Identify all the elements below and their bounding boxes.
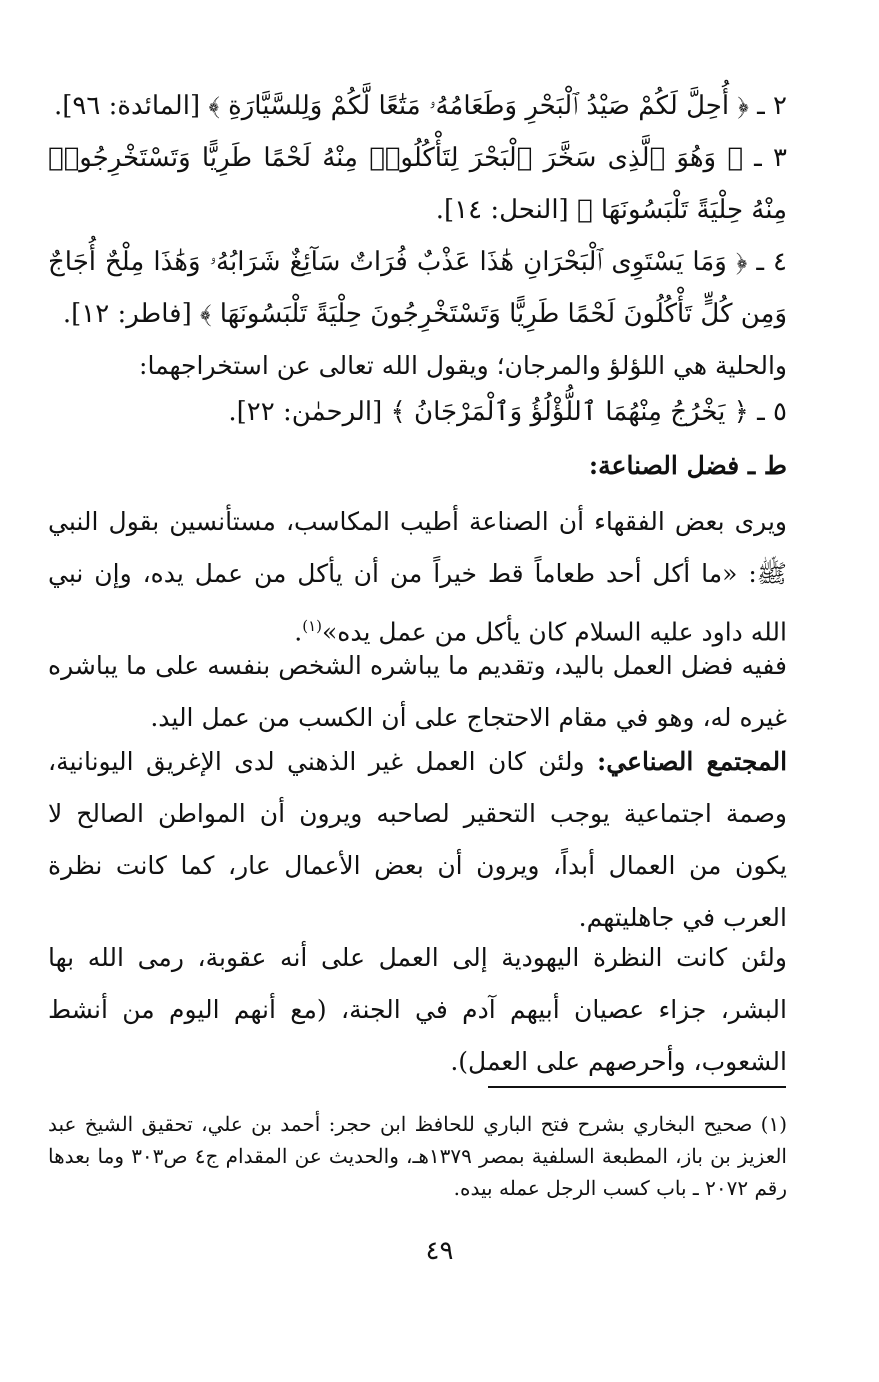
paragraph-text: ويرى بعض الفقهاء أن الصناعة أطيب المكاسب، مستأنسين بقول النبي ﷺ: «ما أكل أحد طعاماً قط خيراً من أن يأكل من عمل يده، وإن نبي الله داود عليه السلام كان يأكل من عمل يده» xyxy=(48,507,787,647)
paragraph-text: ولئن كان العمل غير الذهني لدى الإغريق اليونانية، وصمة اجتماعية يوجب التحقير لصاحبه ويرون أن المواطن الصالح لا يكون من العمال أبداً، ويرون أن بعض الأعمال عار، كما كانت نظرة العرب في جاهليتهم. xyxy=(48,747,787,932)
section-heading: ط ـ فضل الصناعة: xyxy=(588,451,787,480)
page-number: ٤٩ xyxy=(425,1236,454,1266)
footnote: (١) صحيح البخاري بشرح فتح الباري للحافظ ابن حجر: أحمد بن علي، تحقيق الشيخ عبد العزيز بن باز، المطبعة السلفية بمصر ١٣٧٩هـ، والحديث عن المقدام ج٤ ص٣٠٣ وما بعدها رقم ٢٠٧٢ ـ باب كسب الرجل عمله بيده. xyxy=(48,1112,787,1200)
verse-3: ٣ ـ ﴿ وَهُوَ ٱلَّذِى سَخَّرَ ٱلْبَحْرَ لِتَأْكُلُوا۟ مِنْهُ لَحْمًا طَرِيًّا وَتَسْتَخْرِجُوا۟ مِنْهُ حِلْيَةً تَلْبَسُونَهَا ﴾ [النحل: ١٤]. xyxy=(48,143,787,225)
verse-5: ٥ ـ ﴿ يَخْرُجُ مِنْهُمَا ٱللُّؤْلُؤُ وَٱلْمَرْجَانُ ﴾ [الرحمٰن: ٢٢]. xyxy=(228,397,787,427)
footnote-divider xyxy=(488,1086,786,1088)
paragraph-lead: المجتمع الصناعي: xyxy=(596,747,788,776)
hilya-paragraph: والحلية هي اللؤلؤ والمرجان؛ ويقول الله تعالى عن استخراجهما: xyxy=(139,351,787,380)
footnote-ref: (١) xyxy=(302,617,322,635)
verse-2: ٢ ـ ﴿ أُحِلَّ لَكُمْ صَيْدُ ٱلْبَحْرِ وَطَعَامُهُۥ مَتَٰعًا لَّكُمْ وَلِلسَّيَّارَةِ ﴾ [المائدة: ٩٦]. xyxy=(53,91,787,121)
paragraph-jewish-view: ولئن كانت النظرة اليهودية إلى العمل على أنه عقوبة، رمى الله بها البشر، جزاء عصيان أبيهم آدم في الجنة، (مع أنهم اليوم من أنشط الشعوب، وأحرصهم على العمل). xyxy=(48,943,787,1076)
paragraph-industrial-society xyxy=(48,736,787,944)
verse-4: ٤ ـ ﴿ وَمَا يَسْتَوِى ٱلْبَحْرَانِ هَٰذَا عَذْبٌ فُرَاتٌ سَآئِغٌ شَرَابُهُۥ وَهَٰذَا مِلْحٌ أُجَاجٌ وَمِن كُلٍّ تَأْكُلُونَ لَحْمًا طَرِيًّا وَتَسْتَخْرِجُونَ حِلْيَةً تَلْبَسُونَهَا ﴾ [فاطر: ١٢]. xyxy=(48,247,787,329)
paragraph-hand-work: ففيه فضل العمل باليد، وتقديم ما يباشره الشخص بنفسه على ما يباشره غيره له، وهو في مقام الاحتجاج على أن الكسب من عمل اليد. xyxy=(48,651,787,732)
paragraph-crafts-merit: ويرى بعض الفقهاء أن الصناعة أطيب المكاسب، مستأنسين بقول النبي ﷺ: «ما أكل أحد طعاماً قط خيراً من أن يأكل من عمل يده، وإن نبي الله داود عليه السلام كان يأكل من عمل يده»$^{(١)}$. xyxy=(48,507,787,647)
